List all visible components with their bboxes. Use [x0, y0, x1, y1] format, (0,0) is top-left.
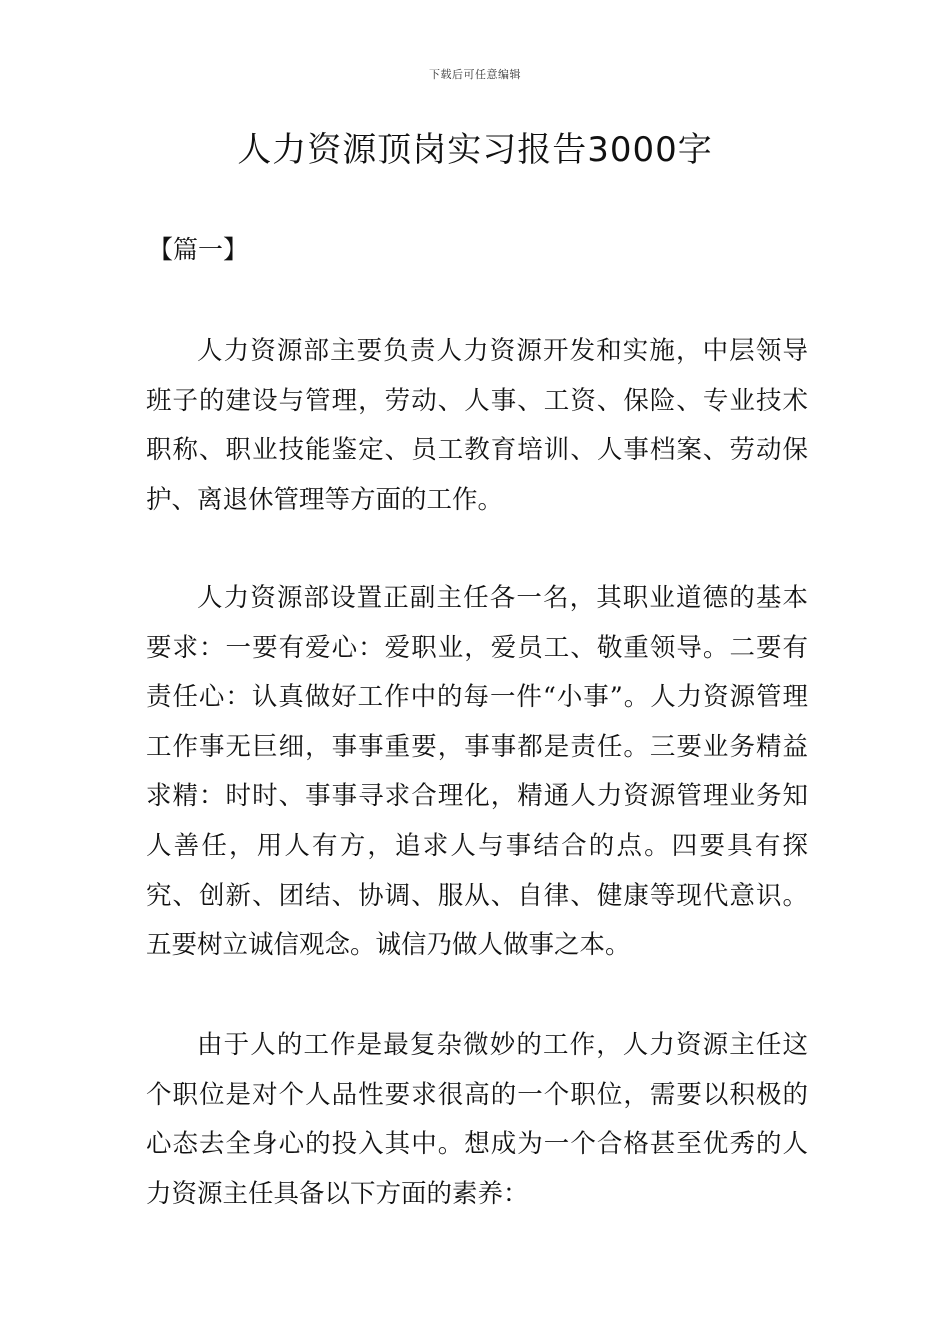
section-label: 【篇一】	[148, 235, 249, 264]
body-paragraph-1: 人力资源部主要负责人力资源开发和实施，中层领导班子的建设与管理，劳动、人事、工资、保险、专业技术职称、职业技能鉴定、员工教育培训、人事档案、劳动保护、离退休管理等方面的工作。	[146, 336, 808, 515]
document-title: 人力资源顶岗实习报告3000字	[237, 130, 713, 170]
body-paragraph-2: 人力资源部设置正副主任各一名，其职业道德的基本要求：一要有爱心：爱职业，爱员工、敬重领导。二要有责任心：认真做好工作中的每一件“小事”。人力资源管理工作事无巨细，事事重要，事事都是责任。三要业务精益求精：时时、事事寻求合理化，精通人力资源管理业务知人善任，用人有方，追求人与事结合的点。四要具有探究、创新、团结、协调、服从、自律、健康等现代意识。五要树立诚信观念。诚信乃做人做事之本。	[146, 583, 808, 961]
body-paragraph-3: 由于人的工作是最复杂微妙的工作，人力资源主任这个职位是对个人品性要求很高的一个职位，需要以积极的心态去全身心的投入其中。想成为一个合格甚至优秀的人力资源主任具备以下方面的素养：	[146, 1030, 808, 1209]
header-note: 下载后可任意编辑	[429, 68, 521, 81]
